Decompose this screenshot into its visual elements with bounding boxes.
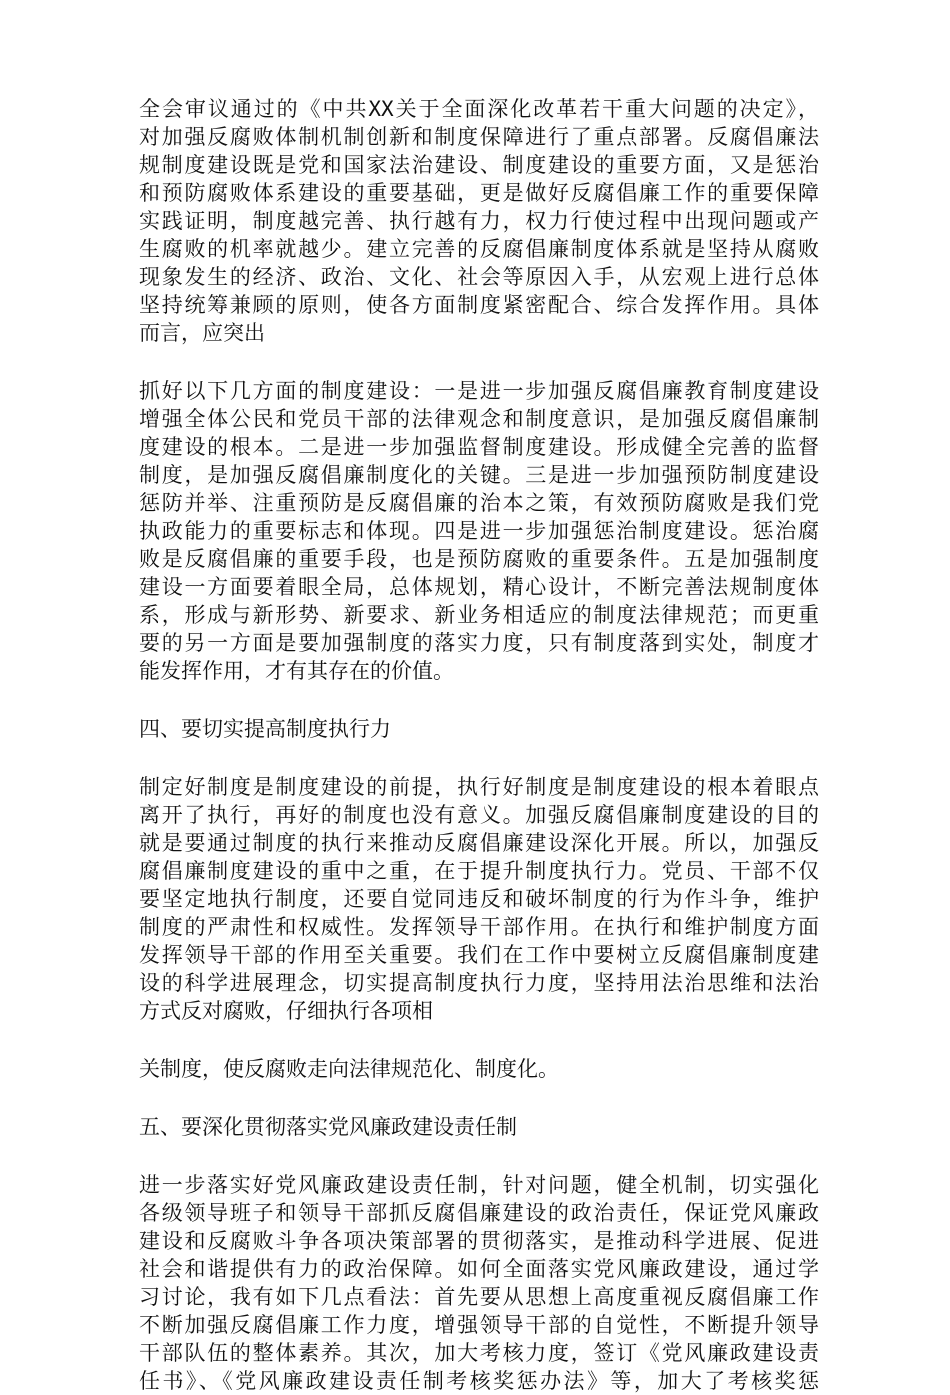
text-line: 制度，是加强反腐倡廉制度化的关键。三是进一步加强预防制度建设	[139, 463, 819, 487]
text-line: 不断加强反腐倡廉工作力度，增强领导干部的自觉性，不断提升领导	[139, 1313, 819, 1337]
text-line: 执政能力的重要标志和体现。四是进一步加强惩治制度建设。惩治腐	[139, 519, 819, 543]
text-line: 各级领导班子和领导干部抓反腐倡廉建设的政治责任，保证党风廉政	[139, 1201, 819, 1225]
paragraph-2	[139, 377, 819, 685]
text-line: 惩防并举、注重预防是反腐倡廉的治本之策，有效预防腐败是我们党	[139, 491, 819, 515]
text-line: 要的另一方面是要加强制度的落实力度，只有制度落到实处，制度才	[139, 631, 819, 655]
heading-text: 四、要切实提高制度执行力	[139, 717, 391, 741]
text-line: 建设和反腐败斗争各项决策部署的贯彻落实，是推动科学进展、促进	[139, 1229, 819, 1253]
text-line: 现象发生的经济、政治、文化、社会等原因入手，从宏观上进行总体	[139, 265, 819, 289]
text-line: 建设一方面要着眼全局，总体规划，精心设计，不断完善法规制度体	[139, 575, 819, 599]
text-line: 腐倡廉制度建设的重中之重，在于提升制度执行力。党员、干部不仅	[139, 859, 819, 883]
text-line: 进一步落实好党风廉政建设责任制，针对问题，健全机制，切实强化	[139, 1173, 819, 1197]
text-line: 能发挥作用，才有其存在的价值。	[139, 659, 454, 683]
text-line: 规制度建设既是党和国家法治建设、制度建设的重要方面，又是惩治	[139, 153, 819, 177]
text-line: 要坚定地执行制度，还要自觉同违反和破坏制度的行为作斗争，维护	[139, 887, 819, 911]
text-line: 和预防腐败体系建设的重要基础，更是做好反腐倡廉工作的重要保障	[139, 181, 819, 205]
text-line: 抓好以下几方面的制度建设：一是进一步加强反腐倡廉教育制度建设	[139, 379, 819, 403]
text-line: 任书》、《党风廉政建设责任制考核奖惩办法》等，加大了考核奖惩	[139, 1369, 819, 1393]
text-line: 发挥领导干部的作用至关重要。我们在工作中要树立反腐倡廉制度建	[139, 943, 819, 967]
heading-text: 五、要深化贯彻落实党风廉政建设责任制	[139, 1115, 517, 1139]
section-heading-5	[139, 1113, 819, 1141]
text-line: 增强全体公民和党员干部的法律观念和制度意识，是加强反腐倡廉制	[139, 407, 819, 431]
paragraph-4	[139, 1055, 819, 1083]
text-line: 设的科学进展理念，切实提高制度执行力度，坚持用法治思维和法治	[139, 971, 819, 995]
text-line: 习讨论，我有如下几点看法：首先要从思想上高度重视反腐倡廉工作	[139, 1285, 819, 1309]
text-line: 而言，应突出	[139, 321, 265, 345]
paragraph-3	[139, 773, 819, 1025]
text-line: 败是反腐倡廉的重要手段，也是预防腐败的重要条件。五是加强制度	[139, 547, 819, 571]
text-line: 关制度，使反腐败走向法律规范化、制度化。	[139, 1057, 559, 1081]
paragraph-5	[139, 1171, 819, 1395]
text-line: 干部队伍的整体素养。其次，加大考核力度，签订《党风廉政建设责	[139, 1341, 819, 1365]
text-line: 制度的严肃性和权威性。发挥领导干部作用。在执行和维护制度方面	[139, 915, 819, 939]
text-line: 方式反对腐败，仔细执行各项相	[139, 999, 433, 1023]
text-line: 对加强反腐败体制机制创新和制度保障进行了重点部署。反腐倡廉法	[139, 125, 819, 149]
text-line: 离开了执行，再好的制度也没有意义。加强反腐倡廉制度建设的目的	[139, 803, 819, 827]
text-line: 度建设的根本。二是进一步加强监督制度建设。形成健全完善的监督	[139, 435, 819, 459]
section-heading-4	[139, 715, 819, 743]
text-line: 坚持统筹兼顾的原则，使各方面制度紧密配合、综合发挥作用。具体	[139, 293, 819, 317]
text-line: 生腐败的机率就越少。建立完善的反腐倡廉制度体系就是坚持从腐败	[139, 237, 819, 261]
text-line: 制定好制度是制度建设的前提，执行好制度是制度建设的根本着眼点	[139, 775, 819, 799]
text-line: 社会和谐提供有力的政治保障。如何全面落实党风廉政建设，通过学	[139, 1257, 819, 1281]
paragraph-1	[139, 95, 819, 347]
text-line: 实践证明，制度越完善、执行越有力，权力行使过程中出现问题或产	[139, 209, 819, 233]
text-line: 系，形成与新形势、新要求、新业务相适应的制度法律规范；而更重	[139, 603, 819, 627]
text-line: 就是要通过制度的执行来推动反腐倡廉建设深化开展。所以，加强反	[139, 831, 819, 855]
text-line: 全会审议通过的《中共XX关于全面深化改革若干重大问题的决定》，	[139, 97, 819, 121]
document-page	[139, 95, 819, 1395]
